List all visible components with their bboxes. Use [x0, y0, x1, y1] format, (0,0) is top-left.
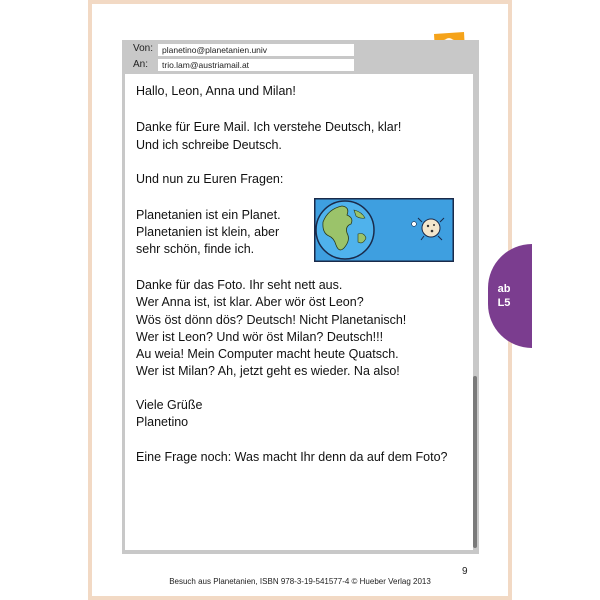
tab-label-bottom: L5 — [497, 297, 511, 309]
body-line: Und ich schreibe Deutsch. — [136, 138, 282, 152]
email-body — [125, 74, 473, 550]
to-label: An: — [133, 59, 149, 70]
body-line: Planetanien ist klein, aber — [136, 225, 280, 239]
closing-line: Viele Grüße — [136, 398, 203, 412]
body-line: Au weia! Mein Computer macht heute Quatsch. — [136, 347, 399, 361]
scrollbar-thumb[interactable] — [473, 376, 477, 548]
body-line: Danke für Eure Mail. Ich verstehe Deutsch, klar! — [136, 120, 402, 134]
tab-label-top: ab — [497, 283, 511, 295]
to-field[interactable]: trio.lam@austriamail.at — [158, 59, 354, 71]
page-number: 9 — [462, 566, 468, 577]
body-line: Wös öst dönn dös? Deutsch! Nicht Planetanisch! — [136, 313, 407, 327]
greeting-line: Hallo, Leon, Anna und Milan! — [136, 84, 296, 98]
body-line: Eine Frage noch: Was macht Ihr denn da auf dem Foto? — [136, 450, 448, 464]
from-field[interactable]: planetino@planetanien.univ — [158, 44, 354, 56]
body-line: Planetanien ist ein Planet. — [136, 208, 281, 222]
email-window — [122, 40, 479, 554]
planet-photo — [314, 198, 454, 262]
body-line: Wer Anna ist, ist klar. Aber wör öst Leon? — [136, 295, 364, 309]
email-header — [122, 40, 479, 74]
from-label: Von: — [133, 43, 154, 54]
signature-line: Planetino — [136, 415, 189, 429]
body-line: Wer ist Leon? Und wör öst Milan? Deutsch!!! — [136, 330, 384, 344]
scrollbar[interactable] — [473, 76, 477, 550]
body-line: Und nun zu Euren Fragen: — [136, 172, 284, 186]
footer-credit: Besuch aus Planetanien, ISBN 978-3-19-541577-4 © Hueber Verlag 2013 — [169, 577, 431, 586]
body-line: Wer ist Milan? Ah, jetzt geht es wieder. Na also! — [136, 364, 400, 378]
body-line: sehr schön, finde ich. — [136, 242, 255, 256]
body-line: Danke für das Foto. Ihr seht nett aus. — [136, 278, 343, 292]
